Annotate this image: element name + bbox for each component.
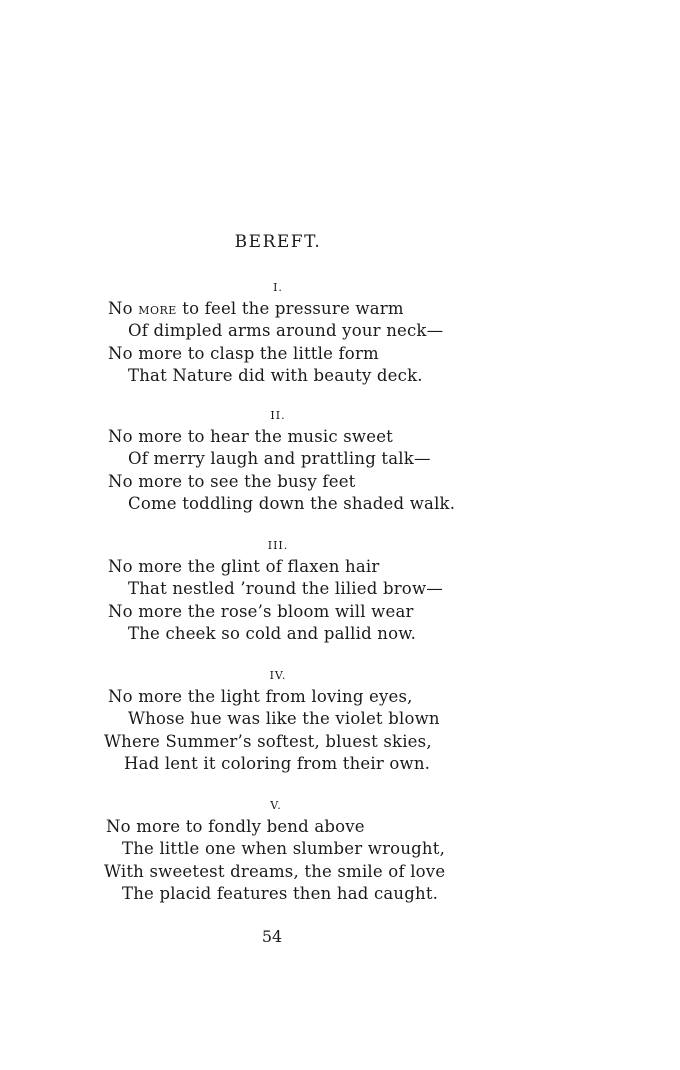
stanza-numeral: III. bbox=[267, 539, 289, 552]
poem-line bbox=[108, 298, 528, 320]
stanza-3 bbox=[108, 536, 528, 645]
poem-line: The little one when slumber wrought, bbox=[122, 839, 446, 859]
poem-line: No more to hear the music sweet bbox=[108, 427, 393, 446]
poem-line: That nestled ’round the lilied brow— bbox=[128, 579, 443, 599]
stanza-2 bbox=[108, 406, 528, 515]
poem-line: Of merry laugh and prattling talk— bbox=[128, 449, 431, 469]
small-caps-text: more bbox=[138, 300, 177, 318]
poem-line: Come toddling down the shaded walk. bbox=[128, 493, 456, 513]
poem-line: No more to fondly bend above bbox=[106, 817, 365, 836]
poem-line: Had lent it coloring from their own. bbox=[124, 753, 431, 773]
poem-line: No more the light from loving eyes, bbox=[108, 687, 413, 706]
stanza-1 bbox=[108, 278, 528, 387]
first-word: No bbox=[108, 299, 133, 318]
stanza-numeral: II. bbox=[270, 409, 286, 422]
poem-line: With sweetest dreams, the smile of love bbox=[104, 861, 446, 881]
poem-line: No more the rose’s bloom will wear bbox=[108, 601, 414, 621]
stanza-numeral: I. bbox=[273, 281, 283, 294]
poem-line: Of dimpled arms around your neck— bbox=[128, 321, 444, 341]
line-rest: to feel the pressure warm bbox=[176, 299, 404, 318]
stanza-numeral: IV. bbox=[269, 669, 287, 682]
page-number: 54 bbox=[261, 927, 283, 946]
stanza-numeral: V. bbox=[270, 799, 282, 812]
stanza-4 bbox=[104, 666, 528, 775]
poem-line: The placid features then had caught. bbox=[122, 883, 439, 903]
poem-title: BEREFT. bbox=[234, 232, 322, 252]
poem-line: No more the glint of flaxen hair bbox=[108, 557, 380, 576]
poem-line: No more to clasp the little form bbox=[108, 343, 379, 363]
poem-line: No more to see the busy feet bbox=[108, 471, 356, 491]
poem-line: Whose hue was like the violet blown bbox=[128, 709, 440, 729]
poem-line: The cheek so cold and pallid now. bbox=[128, 623, 417, 643]
poem-line: Where Summer’s softest, bluest skies, bbox=[104, 731, 432, 751]
stanza-5 bbox=[106, 796, 526, 905]
poem-line: That Nature did with beauty deck. bbox=[128, 365, 423, 385]
